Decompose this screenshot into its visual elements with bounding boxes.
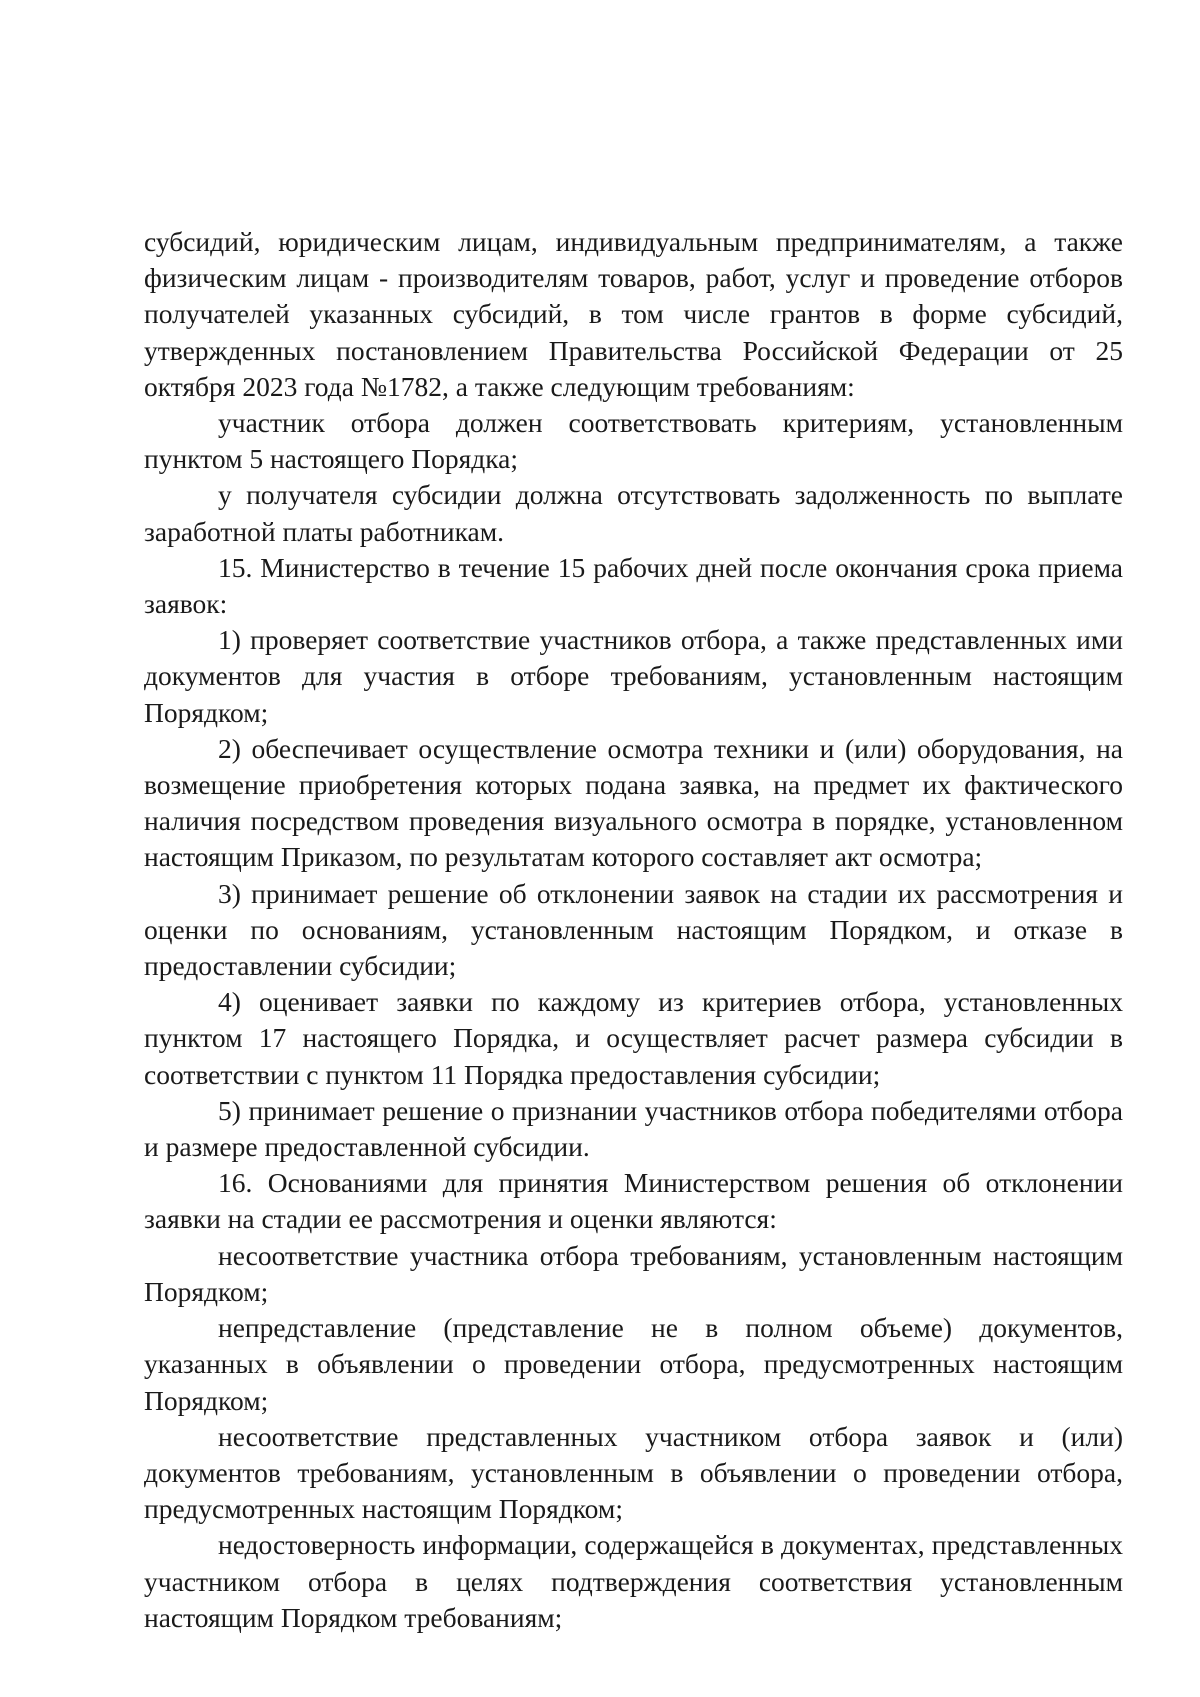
paragraph-criteria-requirement: участник отбора должен соответствовать критериям, установленным пунктом 5 настоящего Порядка; [144,407,1123,475]
paragraph-ground-false-info: недостоверность информации, содержащейся в документах, представленных участником отбора в целях подтверждения соответствия установленным настоящим Порядком требованиям; [144,1529,1123,1633]
paragraph-item-15-4: 4) оценивает заявки по каждому из критериев отбора, установленных пунктом 17 настоящего Порядка, и осуществляет расчет размера субсидии в соответствии с пунктом 11 Порядка предоставления субсидии; [144,986,1123,1090]
paragraph-no-wage-debt: у получателя субсидии должна отсутствовать задолженность по выплате заработной платы работникам. [144,479,1123,547]
paragraph-item-15-1: 1) проверяет соответствие участников отбора, а также представленных ими документов для участия в отборе требованиям, установленным настоящим Порядком; [144,624,1123,728]
paragraph-item-16: 16. Основаниями для принятия Министерством решения об отклонении заявки на стадии ее рассмотрения и оценки являются: [144,1167,1123,1235]
paragraph-item-15-2: 2) обеспечивает осуществление осмотра техники и (или) оборудования, на возмещение приобретения которых подана заявка, на предмет их фактического наличия посредством проведения визуального осмотра в порядке, установленном настоящим Приказом, по результатам которого составляет акт осмотра; [144,732,1123,873]
document-body [144,224,1123,1636]
paragraph-item-15-3: 3) принимает решение об отклонении заявок на стадии их рассмотрения и оценки по основаниям, установленным настоящим Порядком, и отказе в предоставлении субсидии; [144,877,1123,982]
paragraph-ground-noncompliance: несоответствие участника отбора требованиям, установленным настоящим Порядком; [144,1239,1123,1307]
paragraph-item-15-5: 5) принимает решение о признании участников отбора победителями отбора и размере предоставленной субсидии. [144,1094,1123,1163]
paragraph-ground-docs-mismatch: несоответствие представленных участником отбора заявок и (или) документов требованиям, установленным в объявлении о проведении отбора, предусмотренных настоящим Порядком; [144,1420,1123,1525]
paragraph-ground-missing-docs: непредставление (представление не в полном объеме) документов, указанных в объявлении о проведении отбора, предусмотренных настоящим Порядком; [144,1312,1123,1416]
paragraph-continuation: субсидий, юридическим лицам, индивидуальным предпринимателям, а также физическим лицам - производителям товаров, работ, услуг и проведение отборов получателей указанных субсидий, в том числе грантов в форме субсидий, утвержденных постановлением Правительства Российской Федерации от 25 октября 2023 года №1782, а также следующим требованиям: [144,226,1123,402]
paragraph-item-15: 15. Министерство в течение 15 рабочих дней после окончания срока приема заявок: [144,551,1123,620]
